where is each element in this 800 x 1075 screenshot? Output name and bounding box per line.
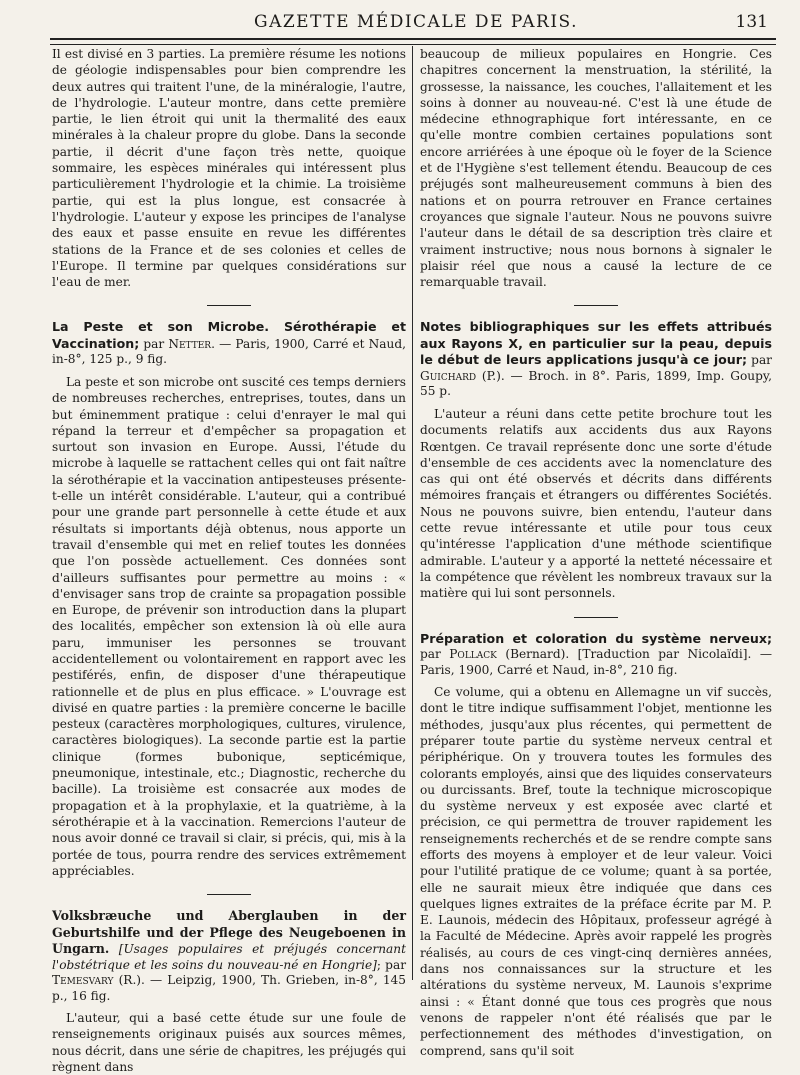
left-column	[52, 46, 406, 1075]
peste-article-heading	[52, 319, 406, 368]
rayons-article-heading	[420, 319, 772, 400]
volk-article-heading	[52, 908, 406, 1004]
running-header	[60, 8, 772, 36]
volk-author: Temesvary	[52, 973, 114, 988]
rayons-author: Guichard	[420, 368, 477, 383]
section-separator	[207, 305, 251, 306]
prep-author-prefix: par	[420, 647, 450, 662]
volk-continuation: beaucoup de milieux populaires en Hongrie. Ces chapitres concernent la menstruation, la stérilité, la grossesse, la naissance, les couches, l'allaitement et les soins à donner au nouveau-né. C'est là une étude de médecine ethnographique fort intéressante, en ce qu'elle montre combien certaines populations sont encore arriérées à une époque où le foyer de la Science et de l'Hygiène s'est tellement étendu. Beaucoup de ces préjugés sont malheureusement communs à bien des nations et on pourra retrouver en France certaines croyances que signale l'auteur. Nous ne pouvons suivre l'auteur dans le détail de sa description très claire et vraiment instructive; nous nous bornons à signaler le plaisir réel que nous a causé la lecture de ce remarquable travail.	[420, 47, 772, 290]
column-divider	[412, 46, 413, 980]
intro-paragraph: Il est divisé en 3 parties. La première résume les notions de géologie indispensables pour bien comprendre les deux autres qui traitent l'une, de la minéralogie, l'autre, de l'hydrologie. L'auteur montre, dans cette première partie, le lien étroit qui unit la thermalité des eaux minérales à la chaleur propre du globe. Dans la seconde partie, il décrit d'une façon très nette, quoique sommaire, les espèces minérales qui intéressent plus particulièrement l'hydrologie et la chimie. La troisième partie, qui est la plus longue, est consacrée à l'hydrologie. L'auteur y expose les principes de l'analyse des eaux et passe ensuite en revue les différentes stations de la France et de ses colonies et celles de l'Europe. Il termine par quelques considérations sur l'eau de mer.	[52, 47, 406, 290]
rayons-paragraph: L'auteur a réuni dans cette petite brochure tout les documents relatifs aux accidents dus aux Rayons Rœntgen. Ce travail représente donc une sorte d'étude d'ensemble de ces accidents avec la nomenclature des cas qui ont été observés et décrits dans différents mémoires français et étrangers ou différentes Sociétés. Nous ne pouvons suivre, bien entendu, l'auteur dans cette revue intéressante et utile pour tous ceux qu'intéresse l'application d'une méthode scientifique admirable. L'auteur y a apporté la netteté nécessaire et la compétence que révèlent les nombreux travaux sur la matière qui lui sont personnels.	[420, 406, 772, 601]
volk-paragraph: L'auteur, qui a basé cette étude sur une foule de renseignements originaux puisés aux sources mêmes, nous décrit, dans une série de chapitres, les préjugés qui règnent dans	[52, 1011, 406, 1075]
right-column	[420, 46, 772, 1058]
volk-author-prefix: ; par	[376, 957, 406, 972]
rayons-author-prefix: par	[747, 353, 772, 368]
peste-author-prefix: par	[139, 336, 169, 351]
volk-translation: [Usages populaires et préjugés concernant l'obstétrique et les soins du nouveau-né en Hongrie]	[52, 942, 406, 972]
prep-author: Pollack	[449, 647, 497, 662]
rayons-title: Notes bibliographiques sur les effets attribués aux Rayons X, en particulier sur la peau, depuis le début de leurs applications jusqu'à ce jour;	[420, 319, 772, 368]
prep-title: Préparation et coloration du système nerveux;	[420, 630, 772, 646]
section-separator	[574, 617, 618, 618]
section-separator	[207, 894, 251, 895]
volk-title: Volksbræuche und Aberglauben in der Geburtshilfe und der Pflege des Neugeboenen in Ungarn.	[52, 908, 406, 957]
section-separator	[574, 305, 618, 306]
running-title: GAZETTE MÉDICALE DE PARIS.	[254, 12, 578, 32]
peste-imprint: . — Paris, 1900, Carré et Naud, in-8°, 125 p., 9 fig.	[52, 336, 406, 367]
prep-imprint: (Bernard). [Traduction par Nicolaïdi]. — Paris, 1900, Carré et Naud, in-8°, 210 fig.	[420, 647, 772, 677]
page-number: 131	[735, 12, 768, 32]
peste-author: Netter	[168, 336, 212, 351]
peste-title: La Peste et son Microbe. Sérothérapie et Vaccination;	[52, 319, 406, 351]
prep-article-heading	[420, 631, 772, 679]
peste-paragraph: La peste et son microbe ont suscité ces temps derniers de nombreuses recherches, entreprises, toutes, dans un but éminemment pratique : celui d'enrayer le mal qui répand la terreur et d'empêcher sa propagation et surtout son invasion en Europe. Aussi, l'étude du microbe à laquelle se rattachent celles qui ont fait naître la sérothérapie et la vaccination antipesteuses présente-t-elle un intérêt considérable. L'auteur, qui a contribué pour une grande part personnelle à cette étude et aux résultats si importants déjà obtenus, nous apporte un travail d'ensemble qui met en relief toutes les données que l'on possède actuellement. Ces données sont d'ailleurs suffisantes pour permettre au moins : « d'envisager sans trop de crainte sa propagation possible en Europe, de prévenir son introduction dans la plupart des localités, empêcher son extension là où elle aura paru, immuniser les personnes se trouvant accidentellement ou volontairement en rapport avec les pestiférés, enfin, de disposer d'une thérapeutique rationnelle et de plus en plus efficace. » L'ouvrage est divisé en quatre parties : la première concerne le bacille pesteux (caractères morphologiques, cultures, virulence, caractères biologiques). La seconde partie est la partie clinique (formes bubonique, septicémique, pneumonique, intestinale, etc.; Diagnostic, recherche du bacille). La troisième est consacrée aux modes de propagation et à la prophylaxie, et la quatrième, à la sérothérapie et à la vaccination. Remercions l'auteur de nous avoir donné ce travail si clair, si précis, qui, mis à la portée de tous, pourra rendre des services extrêmement appréciables.	[52, 374, 406, 878]
prep-paragraph: Ce volume, qui a obtenu en Allemagne un vif succès, dont le titre indique suffisamment l'objet, mentionne les méthodes, jusqu'aux plus récentes, qui permettent de préparer toute partie du système nerveux central et périphérique. On y trouvera toutes les formules des colorants employés, ainsi que des liquides conservateurs ou durcissants. Bref, toute la technique microscopique du système nerveux y est exposée avec clarté et précision, ce qui permettra de trouver rapidement les renseignements recherchés et de se rendre compte sans efforts des moyens à employer et de leur valeur. Voici pour l'utilité pratique de ce volume; quant à sa portée, elle ne saurait mieux être indiquée que dans ces quelques lignes extraites de la préface écrite par M. P. E. Launois, médecin des Hôpitaux, professeur agrégé à la Faculté de Médecine. Après avoir rappelé les progrès réalisés, au cours de ces vingt-cinq dernières années, dans nos connaissances sur la structure et les altérations du système nerveux, M. Launois s'exprime ainsi : « Étant donné que tous ces progrès que nous venons de rappeler n'ont été réalisés que par le perfectionnement des méthodes d'investigation, on comprend, sans qu'il soit	[420, 685, 772, 1058]
rayons-imprint: (P.). — Broch. in 8°. Paris, 1899, Imp. Goupy, 55 p.	[420, 368, 772, 399]
header-rule	[50, 38, 776, 45]
volk-imprint: (R.). — Leipzig, 1900, Th. Grieben, in-8°, 145 p., 16 fig.	[52, 973, 406, 1003]
